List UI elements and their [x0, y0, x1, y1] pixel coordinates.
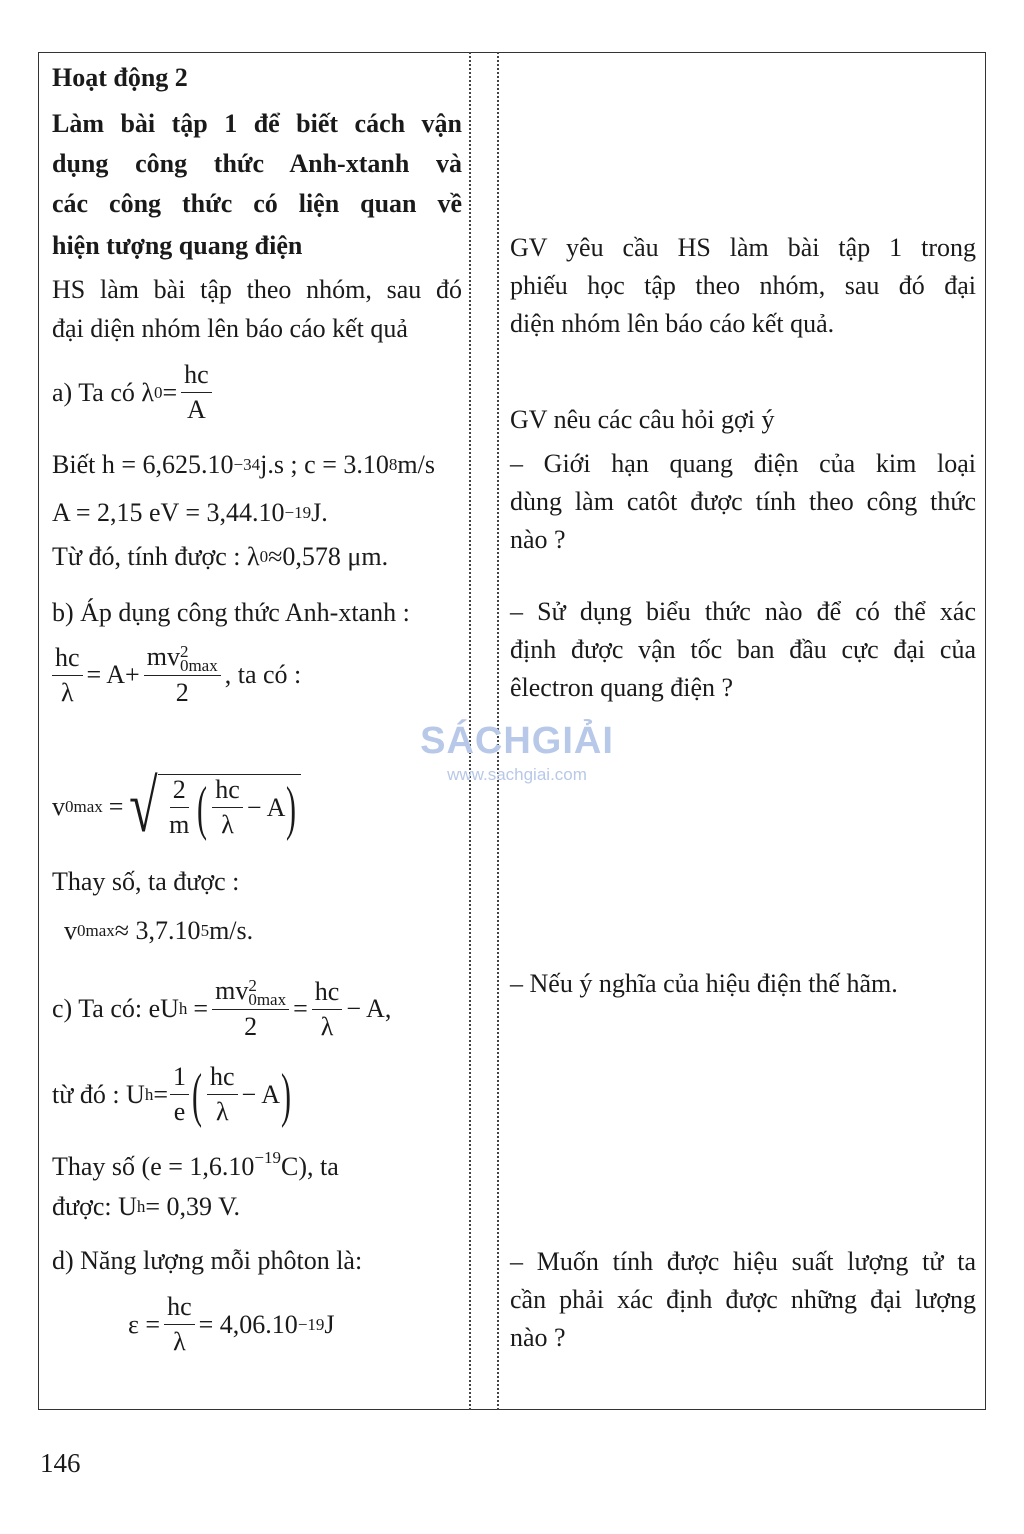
part-c-substitution-line-1: Thay số $(e = 1,6.10^{-19}C)$, ta — [52, 1148, 339, 1181]
hint-question-4-line-3: nào ? — [510, 1323, 566, 1352]
hint-question-4-line-1: – Muốn tính được hiệu suất lượng tử ta — [510, 1247, 976, 1276]
part-b-einstein-equation: $\frac{hc}{\lambda}$ = A+ mv 2 0max 2 , ta có : — [52, 642, 462, 708]
hint-question-3: – Nếu ý nghĩa của hiệu điện thế hãm. — [510, 969, 898, 998]
hint-question-2-line-1: – Sử dụng biểu thức nào để có thể xác — [510, 597, 976, 626]
part-c-stopping-voltage-formula: từ đó : U h = $\frac{1}{e}$ ( $\frac{hc}{\lambda}$ − A ) — [52, 1061, 292, 1128]
part-b-velocity-formula: v 0max = √ $\frac{2}{m}$ ( $\frac{hc}{\lambda}$ − A ) — [52, 770, 462, 844]
part-a-result: Từ đó, tính được : λ 0 ≈0,578 μm. — [52, 542, 389, 571]
intro-line-4: hiện tượng quang điện — [52, 231, 303, 260]
intro-line-3: các công thức có liện quan về — [52, 189, 462, 218]
column-divider-left — [469, 52, 471, 1410]
watermark-url: www.sachgiai.com — [447, 765, 587, 784]
group-line-2: đại diện nhóm lên báo cáo kết quả — [52, 314, 408, 343]
hint-question-2-line-3: êlectron quang điện ? — [510, 673, 734, 702]
watermark-brand: SÁCHGIẢI — [420, 720, 614, 762]
part-d-text: d) Năng lượng mỗi phôton là: — [52, 1246, 363, 1275]
activity-heading: Hoạt động 2 — [52, 63, 188, 92]
part-b-text: b) Áp dụng công thức Anh-xtanh : — [52, 598, 410, 627]
part-a-equation: a) Ta có λ 0 = $\frac{hc}{A}$ — [52, 360, 462, 425]
hint-question-1-line-1: – Giới hạn quang điện của kim loại — [510, 449, 976, 478]
substitution-text: Thay số, ta được : — [52, 867, 240, 896]
intro-line-2: dụng công thức Anh-xtanh và — [52, 149, 462, 178]
part-a-known-1: Biết h = 6,625.10 −34 j.s ; c = 3.10 8 m/s — [52, 450, 435, 479]
part-d-photon-energy: ε = $\frac{hc}{\lambda}$ = 4,06.10 −19 J — [128, 1292, 335, 1356]
hint-question-4-line-2: cần phải xác định được những đại lượng — [510, 1285, 976, 1314]
teacher-hint-heading: GV nêu các câu hỏi gợi ý — [510, 405, 775, 434]
intro-line-1: Làm bài tập 1 để biết cách vận — [52, 109, 462, 138]
hint-question-2-line-2: định được vận tốc ban đầu cực đại của — [510, 635, 976, 664]
hint-question-1-line-2: dùng làm catôt được tính theo công thức — [510, 487, 976, 516]
part-b-velocity-result: v 0max ≈ 3,7.10 5 m/s. — [64, 916, 254, 945]
page-number: 146 — [40, 1448, 81, 1478]
group-line-1: HS làm bài tập theo nhóm, sau đó — [52, 275, 462, 304]
teacher-instruction-line-3: diện nhóm lên báo cáo kết quả. — [510, 309, 835, 338]
column-divider-right — [497, 52, 499, 1410]
hint-question-1-line-3: nào ? — [510, 525, 566, 554]
teacher-instruction-line-2: phiếu học tập theo nhóm, sau đó đại — [510, 271, 976, 300]
part-c-equation: c) Ta có: eU h = mv 2 0max 2 = $\frac{hc}{\lambda}$ − A, — [52, 976, 392, 1042]
part-a-known-2: A = 2,15 eV = 3,44.10 −19 J. — [52, 498, 328, 527]
teacher-instruction-line-1: GV yêu cầu HS làm bài tập 1 trong — [510, 233, 976, 262]
part-c-substitution-line-2: được: U h = 0,39 V. — [52, 1192, 241, 1221]
